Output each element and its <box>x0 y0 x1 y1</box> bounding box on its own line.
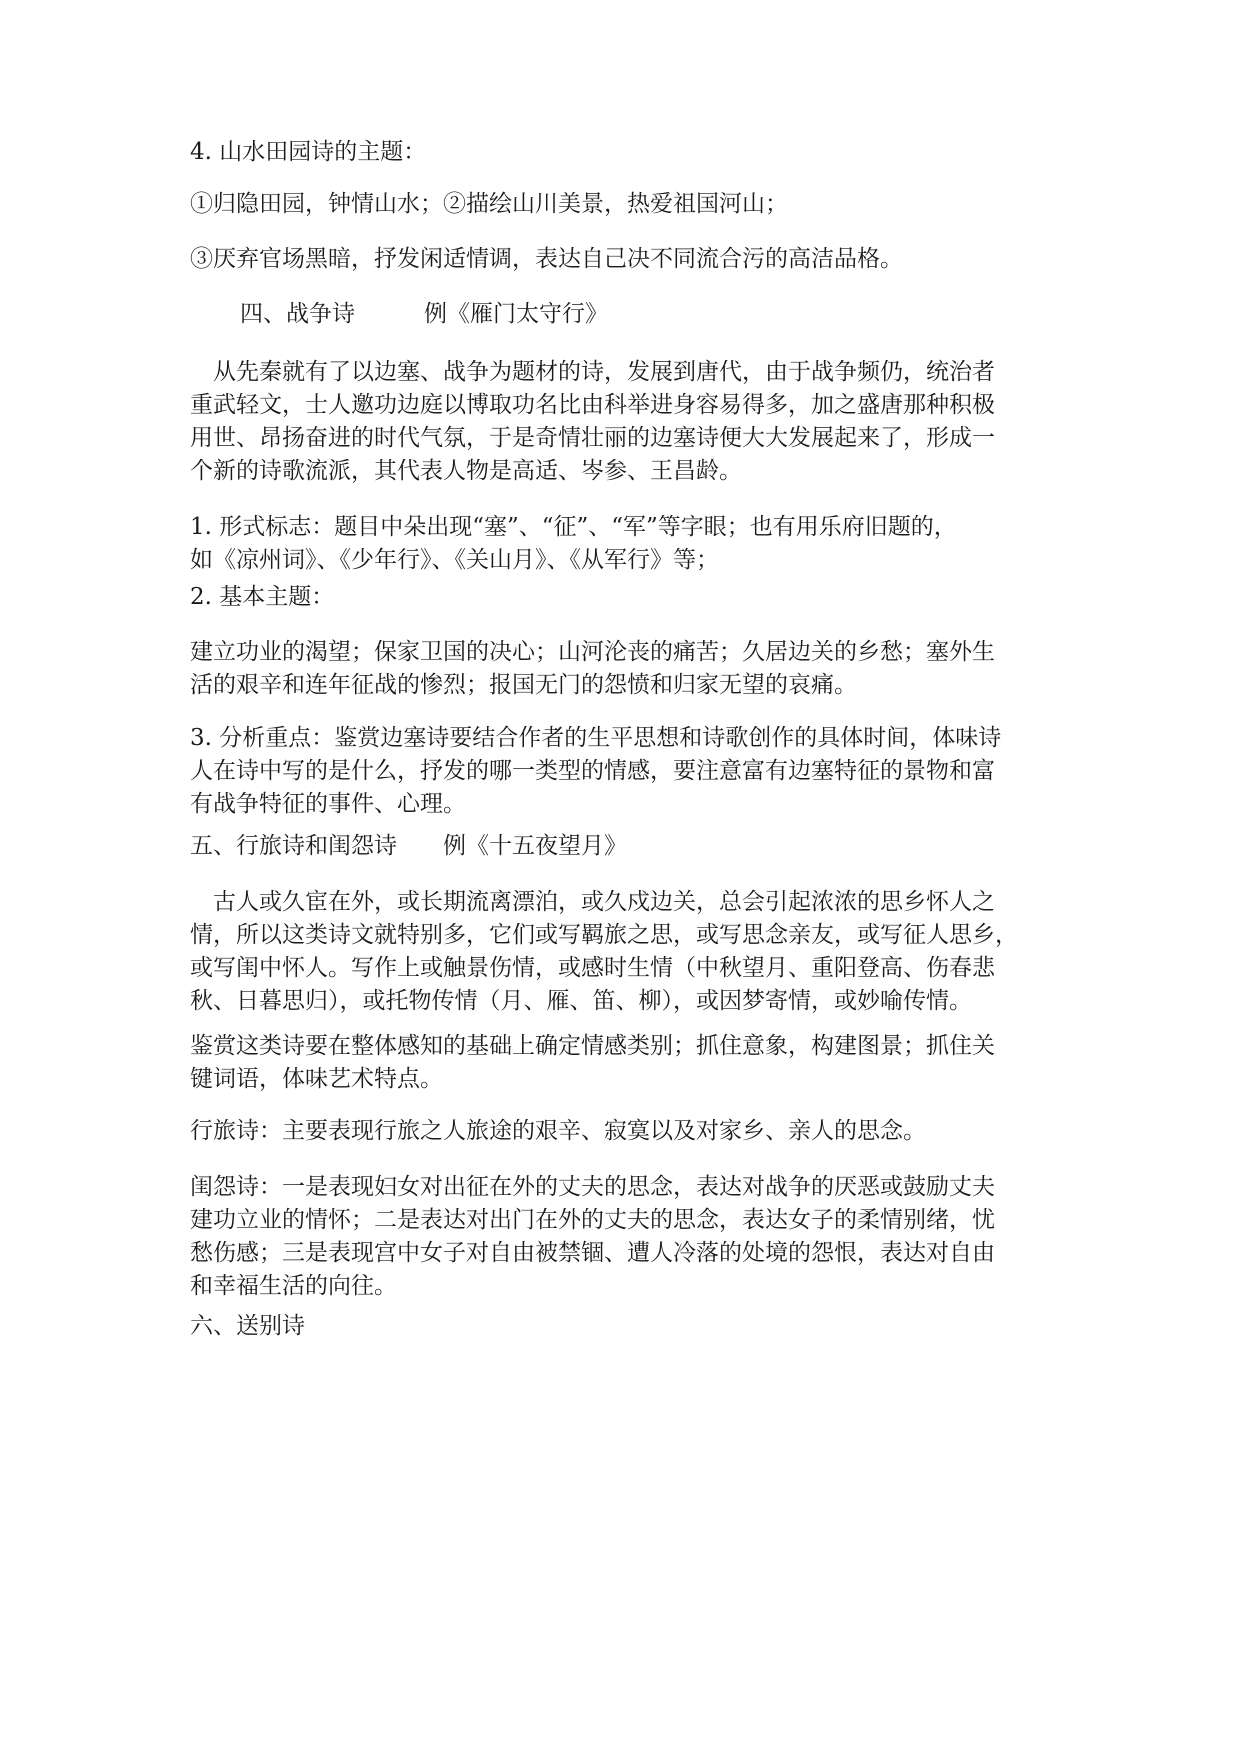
shanshui-theme-items-1 <box>190 188 1060 221</box>
text-line: 建立功业的渴望；保家卫国的决心；山河沦丧的痛苦；久居边关的乡愁；塞外生 <box>190 639 995 665</box>
text-line: 行旅诗：主要表现行旅之人旅途的艰辛、寂寞以及对家乡、亲人的思念。 <box>190 1118 926 1144</box>
text-line: 建功立业的情怀；二是表达对出门在外的丈夫的思念，表达女子的柔情别绪，忧 <box>190 1207 995 1233</box>
text-line: 古人或久宦在外，或长期流离漂泊，或久戍边关，总会引起浓浓的思乡怀人之 <box>190 889 995 915</box>
text-line: 键词语，体味艺术特点。 <box>190 1066 443 1092</box>
text-line: 情，所以这类诗文就特别多，它们或写羁旅之思，或写思念亲友，或写征人思乡， <box>190 922 1018 948</box>
text-line: 愁伤感；三是表现宫中女子对自由被禁锢、遭人冷落的处境的怨恨，表达对自由 <box>190 1240 995 1266</box>
boudoir-poems-definition <box>190 1171 1060 1303</box>
text-line: 四、战争诗 例《雁门太守行》 <box>240 301 608 327</box>
text-line: 六、送别诗 <box>190 1313 305 1339</box>
text-line: 五、行旅诗和闺怨诗 例《十五夜望月》 <box>190 833 627 859</box>
text-line: 重武轻文，士人邀功边庭以博取功名比由科举进身容易得多，加之盛唐那种积极 <box>190 392 995 418</box>
text-line: ①归隐田园，钟情山水；②描绘山川美景，热爱祖国河山； <box>190 191 788 217</box>
text-line: 从先秦就有了以边塞、战争为题材的诗，发展到唐代，由于战争频仍，统治者 <box>190 359 995 385</box>
war-poems-form-markers <box>190 511 1060 577</box>
text-line: 有战争特征的事件、心理。 <box>190 791 466 817</box>
section-heading-war-poems <box>240 298 1110 331</box>
section-heading-travel-poems <box>190 830 1060 863</box>
war-poems-analysis-focus <box>190 722 1060 821</box>
text-line: 2. 基本主题： <box>190 584 335 610</box>
travel-poems-definition <box>190 1115 1060 1148</box>
text-line: 4. 山水田园诗的主题： <box>190 139 427 165</box>
text-line: 1. 形式标志：题目中朵出现“塞”、“征”、“军”等字眼；也有用乐府旧题的， <box>190 514 957 540</box>
text-line: 人在诗中写的是什么，抒发的哪一类型的情感，要注意富有边塞特征的景物和富 <box>190 758 995 784</box>
text-line: 用世、昂扬奋进的时代气氛，于是奇情壮丽的边塞诗便大大发展起来了，形成一 <box>190 425 995 451</box>
war-poems-intro <box>190 356 1060 488</box>
text-line: 鉴赏这类诗要在整体感知的基础上确定情感类别；抓住意象，构建图景；抓住关 <box>190 1033 995 1059</box>
shanshui-theme-title <box>190 136 1060 169</box>
text-line: 3. 分析重点：鉴赏边塞诗要结合作者的生平思想和诗歌创作的具体时间，体味诗 <box>190 725 1002 751</box>
text-line: 秋、日暮思归），或托物传情（月、雁、笛、柳），或因梦寄情，或妙喻传情。 <box>190 988 972 1014</box>
travel-poems-intro <box>190 886 1060 1018</box>
text-line: ③厌弃官场黑暗，抒发闲适情调，表达自己决不同流合污的高洁品格。 <box>190 246 903 272</box>
text-line: 或写闺中怀人。写作上或触景伤情，或感时生情（中秋望月、重阳登高、伤春悲 <box>190 955 995 981</box>
text-line: 如《凉州词》、《少年行》、《关山月》、《从军行》等； <box>190 547 719 573</box>
text-line: 闺怨诗：一是表现妇女对出征在外的丈夫的思念，表达对战争的厌恶或鼓励丈夫 <box>190 1174 995 1200</box>
war-poems-themes <box>190 636 1060 702</box>
war-poems-theme-title <box>190 581 1060 614</box>
section-heading-farewell-poems <box>190 1310 1060 1343</box>
travel-poems-appreciation-method <box>190 1030 1060 1096</box>
text-line: 个新的诗歌流派，其代表人物是高适、岑参、王昌龄。 <box>190 458 742 484</box>
text-line: 和幸福生活的向往。 <box>190 1273 397 1299</box>
shanshui-theme-items-2 <box>190 243 1060 276</box>
text-line: 活的艰辛和连年征战的惨烈；报国无门的怨愤和归家无望的哀痛。 <box>190 672 857 698</box>
